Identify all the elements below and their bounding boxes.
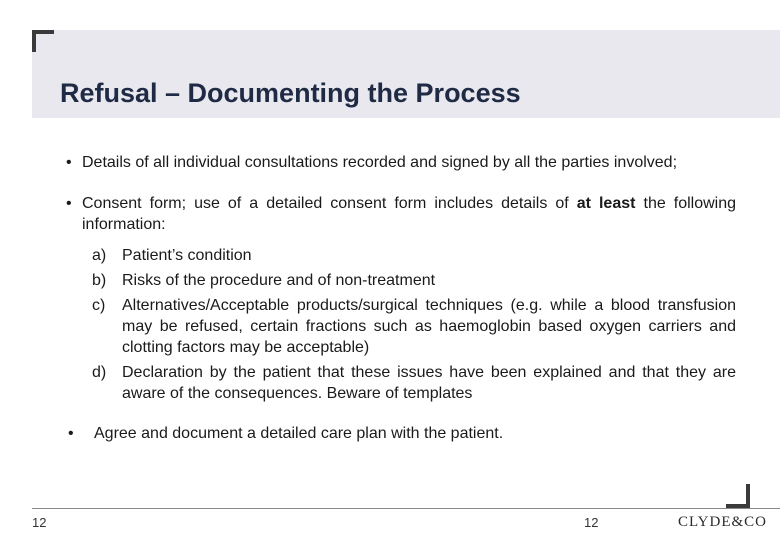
slide-title: Refusal – Documenting the Process [60, 78, 521, 108]
sub-list-text: Declaration by the patient that these issues have been explained and that they are aware of the consequences. Beware of templates [122, 364, 736, 402]
bullet-item [66, 423, 736, 444]
corner-bracket-top-left [32, 30, 54, 52]
sub-list-letter: a) [92, 247, 107, 264]
bullet-text-bold: at least [576, 195, 636, 212]
bullet-item [66, 152, 736, 173]
sub-list-text: Patient’s condition [122, 247, 252, 264]
page-number-center: 12 [584, 515, 599, 530]
footer-divider [32, 508, 780, 509]
bullet-dot: • [68, 425, 74, 442]
bullet-dot: • [66, 154, 72, 171]
bullet-text [82, 195, 736, 233]
sub-list-item [66, 362, 736, 404]
sub-list-item [66, 295, 736, 358]
sub-list-text: Alternatives/Acceptable products/surgical techniques (e.g. while a blood transfusion may be refused, certain fractions such as haemoglobin based oxygen carriers and clotting factors may be acceptable) [122, 297, 736, 356]
sub-list [66, 245, 736, 404]
bullet-text: Details of all individual consultations recorded and signed by all the parties involved; [82, 154, 678, 171]
slide-content [66, 152, 736, 444]
page-number-left: 12 [32, 515, 47, 530]
bullet-text-part: Consent form; use of a detailed consent form includes details of [82, 195, 577, 212]
bullet-text-part: the following information: [82, 195, 737, 233]
sub-list-letter: b) [92, 272, 107, 289]
sub-list-item [66, 245, 736, 266]
corner-bracket-bottom-right [726, 484, 750, 508]
sub-list-text: Risks of the procedure and of non-treatment [122, 272, 436, 289]
bullet-text: Agree and document a detailed care plan with the patient. [94, 425, 504, 442]
bullet-item [66, 193, 736, 235]
sub-list-letter: c) [92, 297, 106, 314]
sub-list-letter: d) [92, 364, 107, 381]
bullet-dot: • [66, 195, 72, 212]
company-logo: CLYDE&CO [678, 514, 767, 530]
sub-list-item [66, 270, 736, 291]
